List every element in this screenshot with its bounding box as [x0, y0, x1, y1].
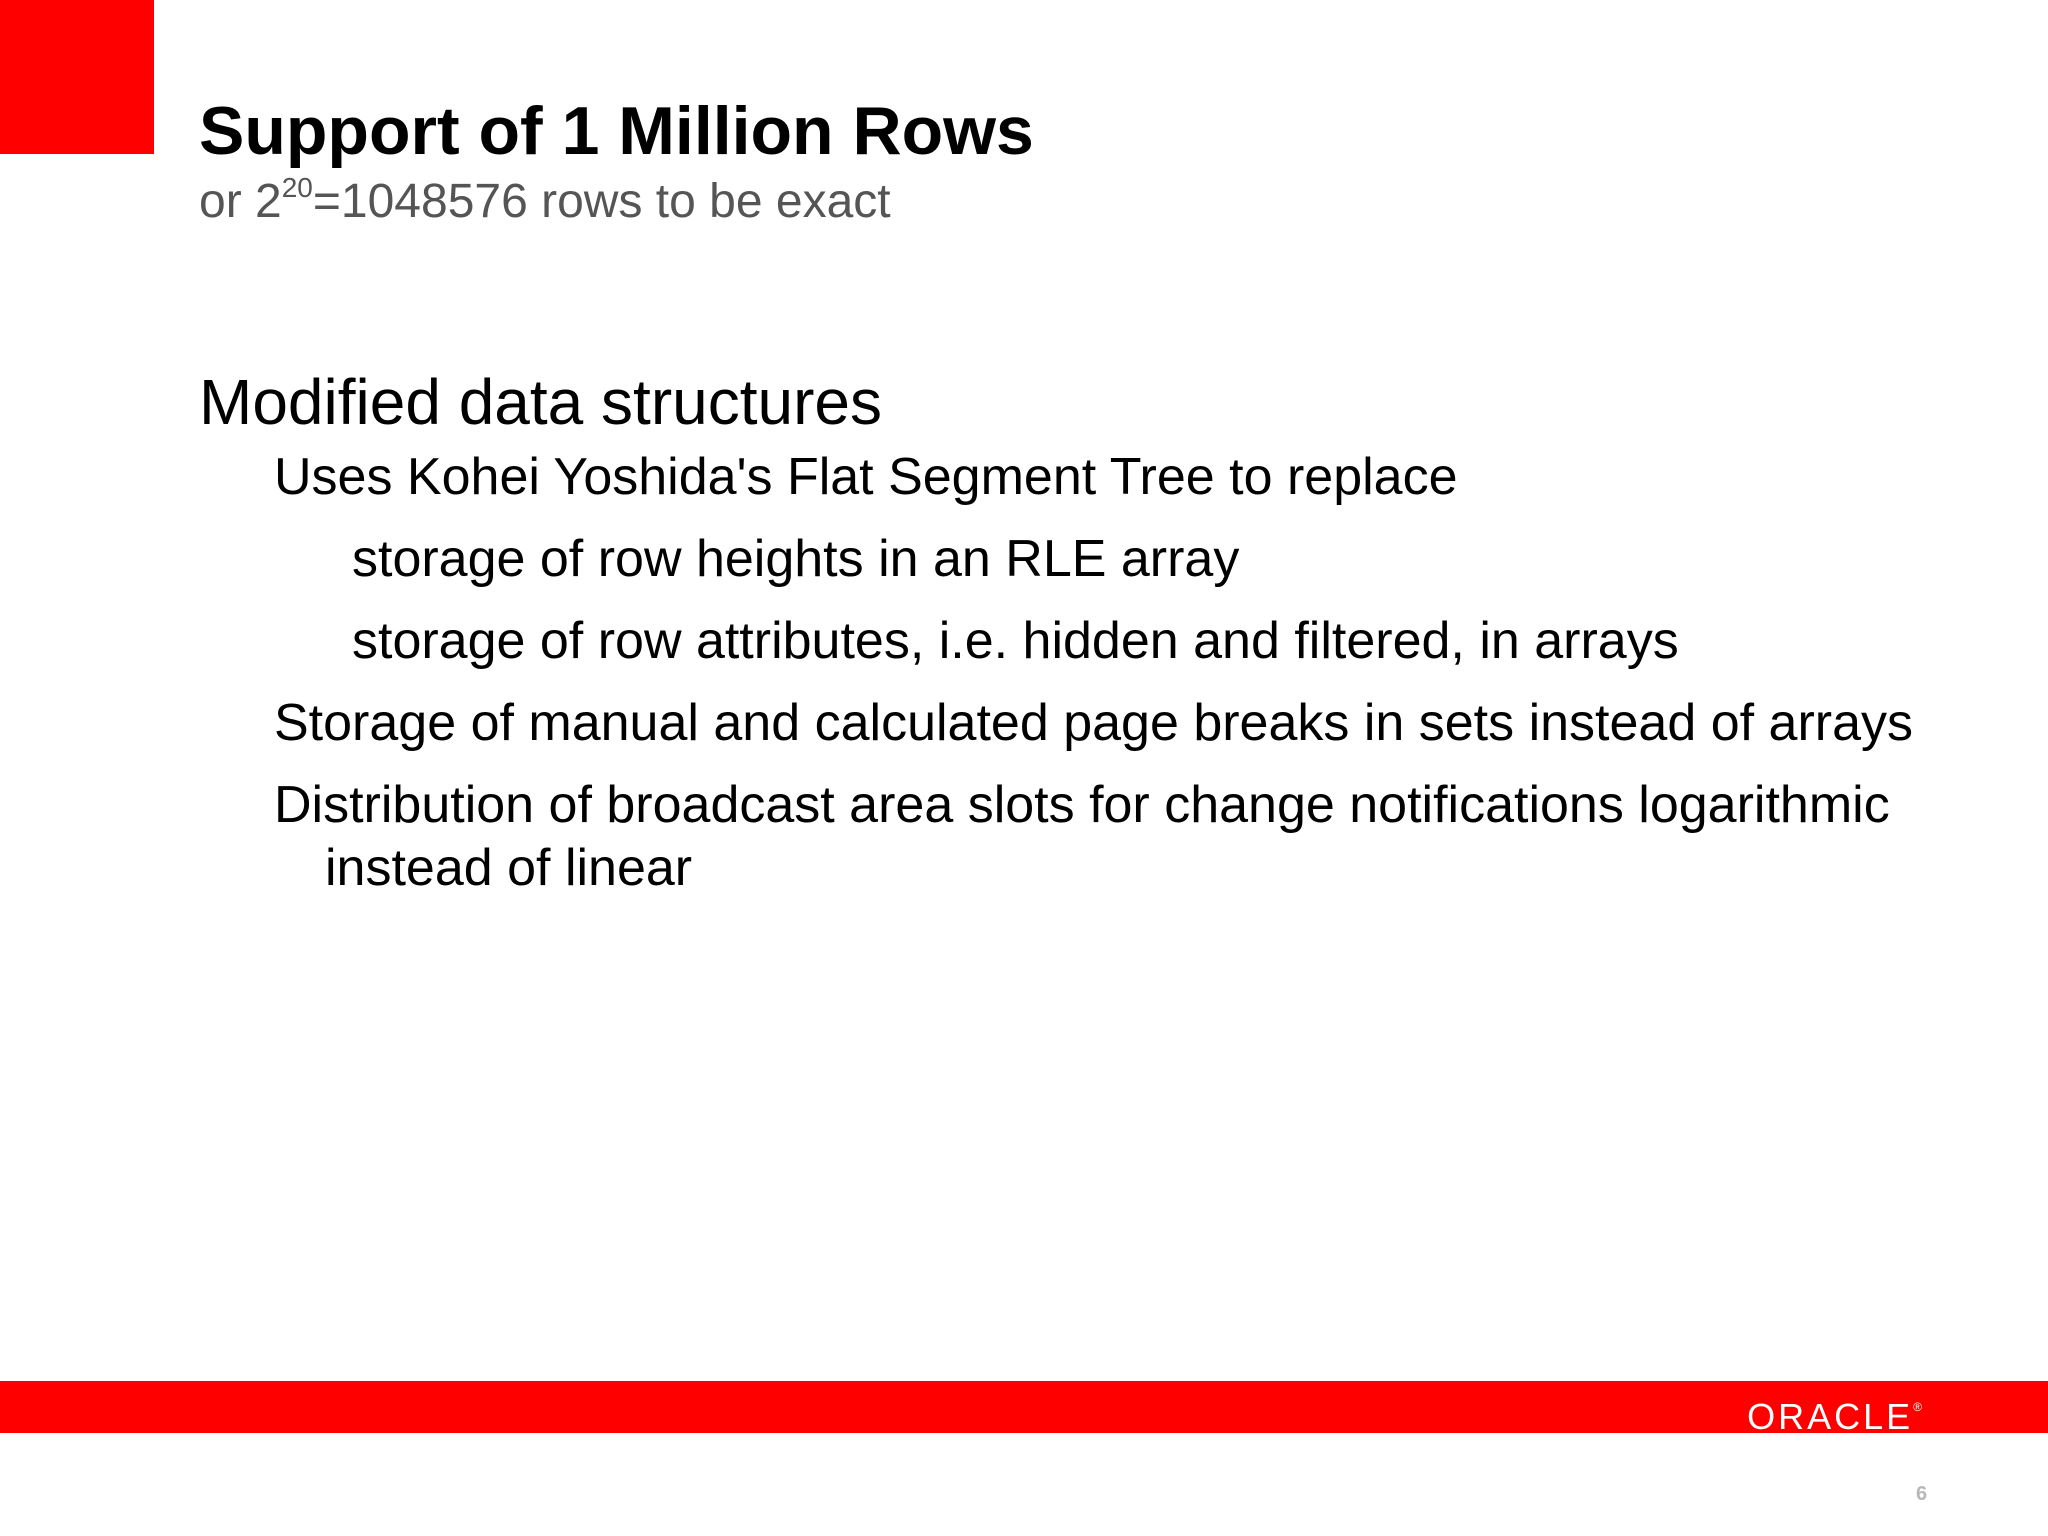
- bullet-level-3: storage of row heights in an RLE array: [352, 530, 1240, 588]
- bullet-level-3: storage of row attributes, i.e. hidden and filtered, in arrays: [352, 612, 1679, 670]
- subtitle-prefix: or 2: [199, 175, 282, 228]
- bullet-level-2: Uses Kohei Yoshida's Flat Segment Tree to replace: [274, 448, 1458, 506]
- bullet-level-1: Modified data structures: [199, 366, 882, 438]
- bullet-level-2: Distribution of broadcast area slots for change notifications logarithmic instead of linear: [274, 776, 1890, 897]
- page-number: 6: [1916, 1483, 1928, 1505]
- slide-title: Support of 1 Million Rows: [199, 93, 1034, 169]
- footer-band: [0, 1381, 2048, 1437]
- slide-subtitle: [199, 172, 891, 232]
- oracle-logo-text: ORACLE: [1747, 1396, 1914, 1437]
- subtitle-exponent: 20: [281, 172, 313, 203]
- subtitle-suffix: =1048576 rows to be exact: [312, 175, 891, 228]
- registered-mark: ®: [1913, 1400, 1922, 1414]
- corner-accent-block: [0, 0, 154, 154]
- bullet-level-2: Storage of manual and calculated page breaks in sets instead of arrays: [274, 694, 1913, 752]
- bullet-list: [199, 364, 1959, 919]
- oracle-logo: [1747, 1389, 1922, 1437]
